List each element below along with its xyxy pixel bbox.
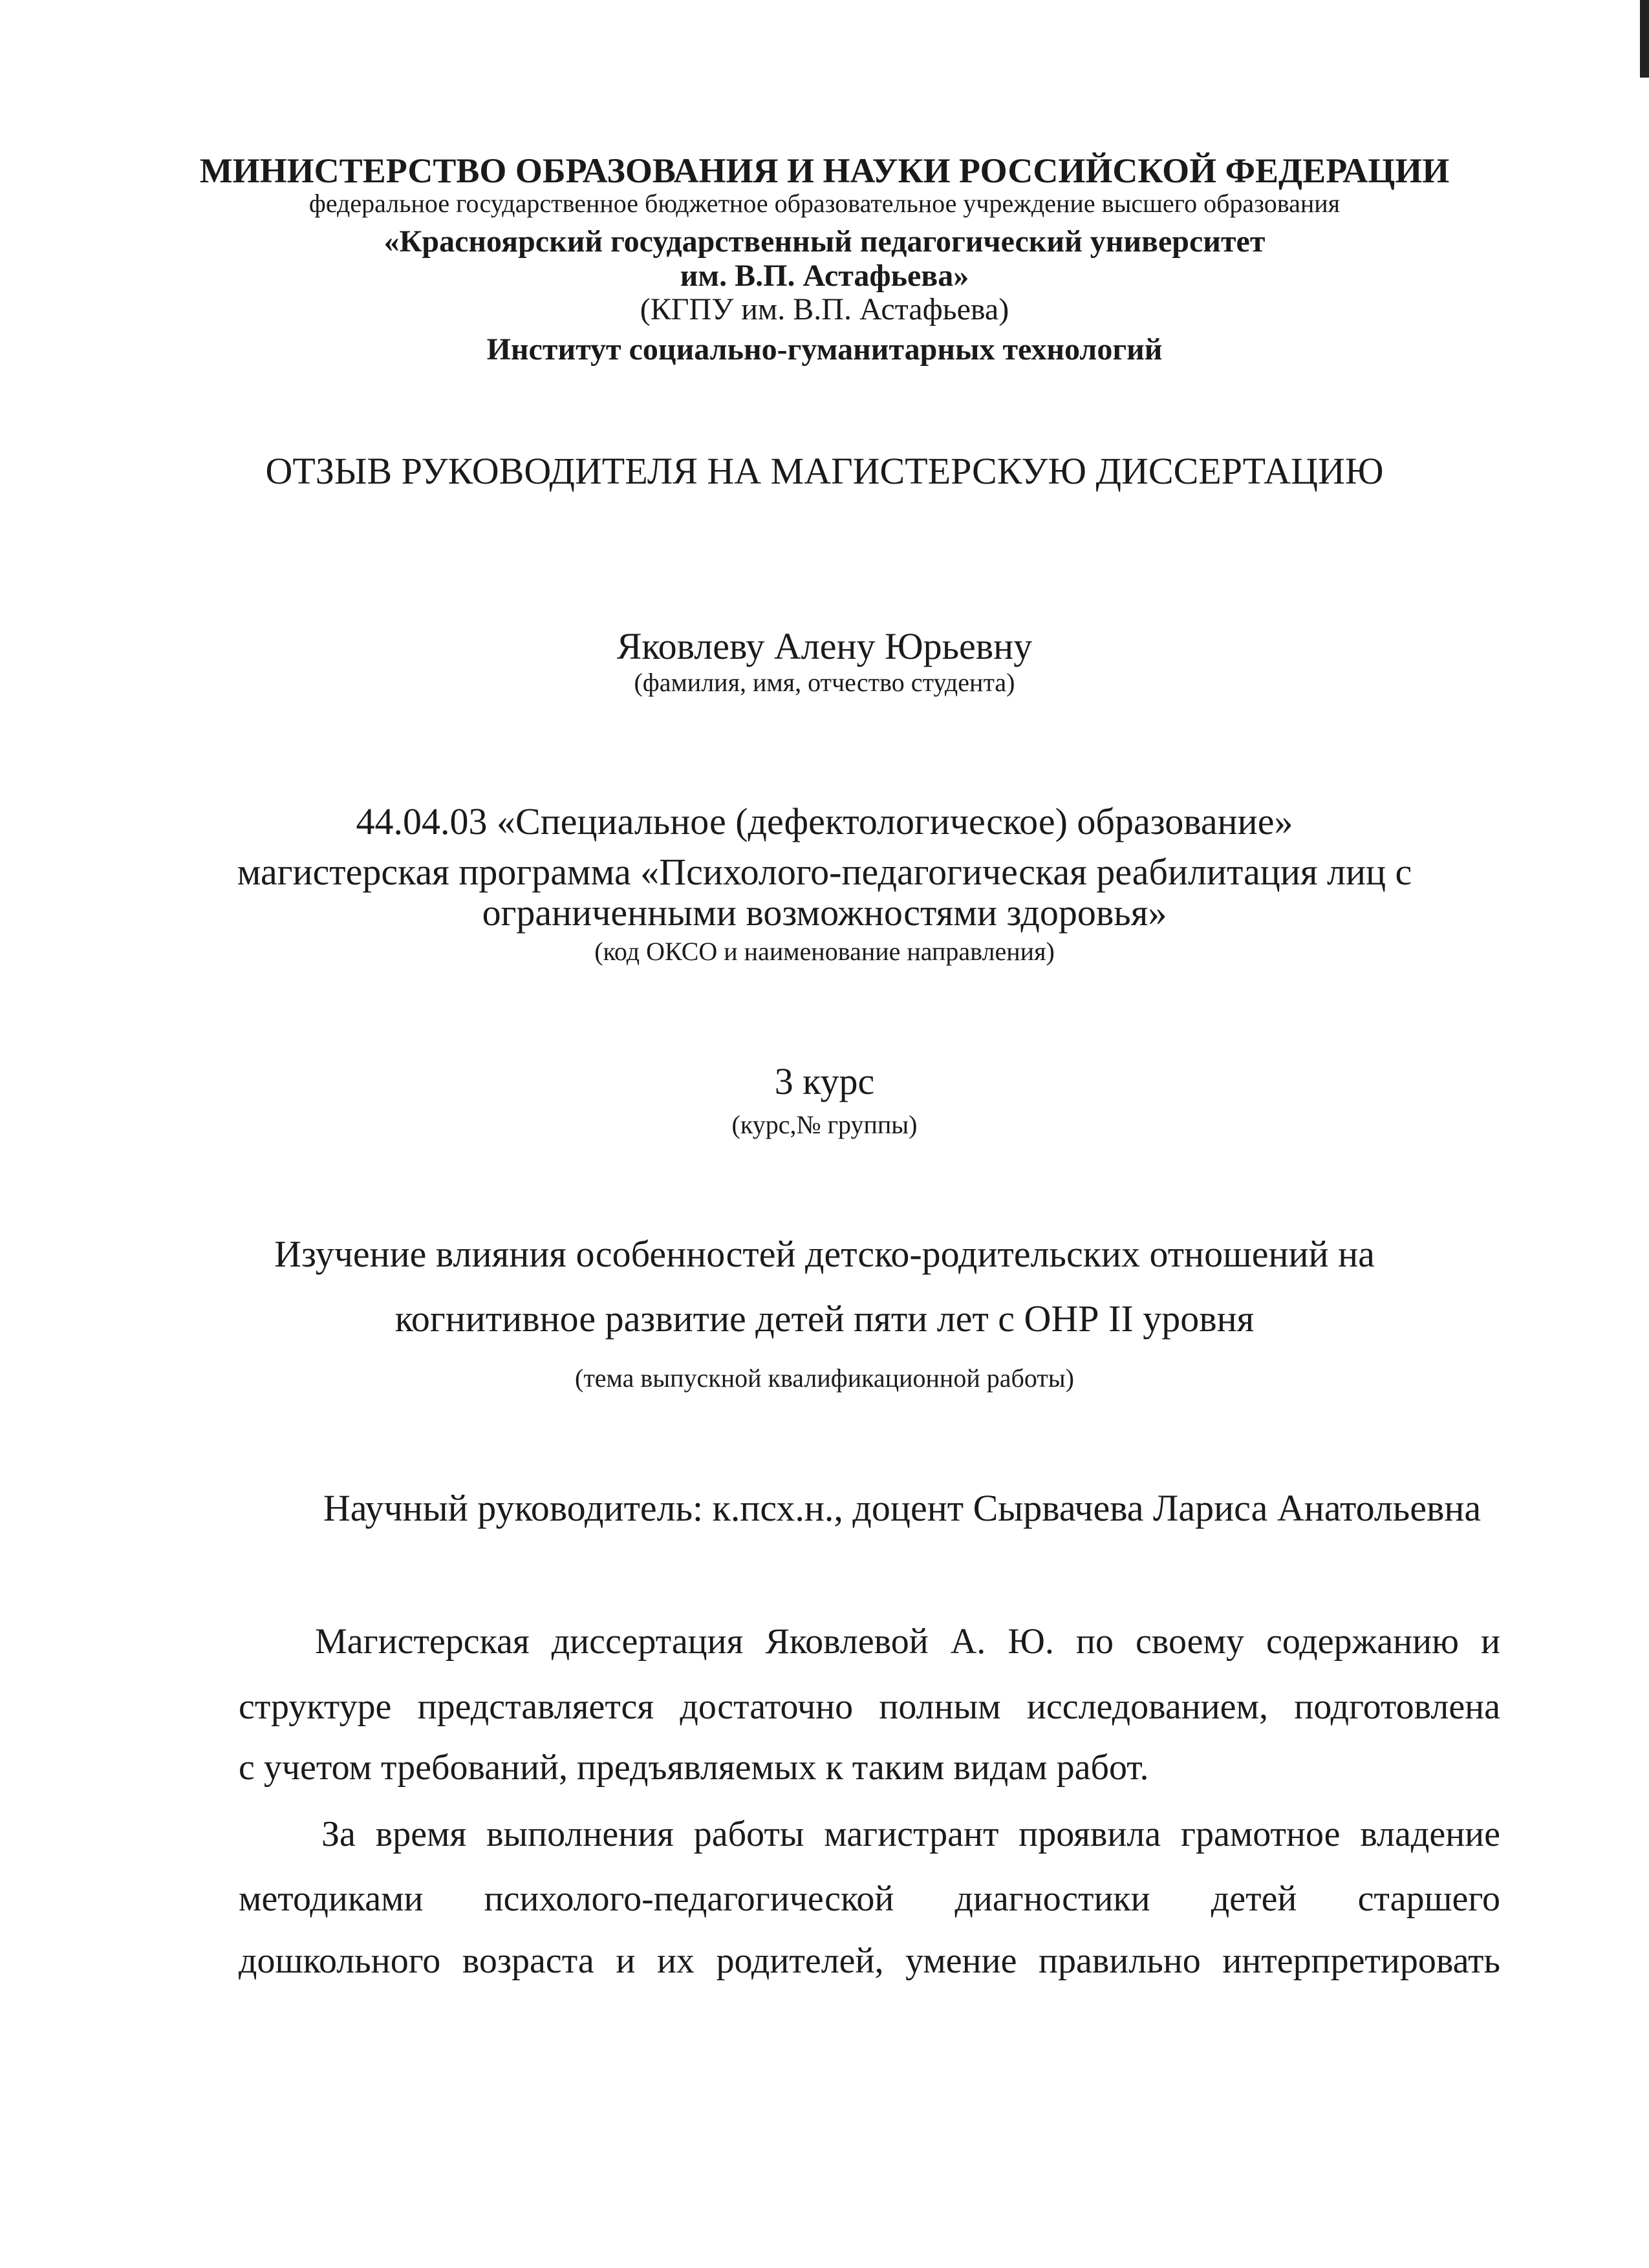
course-caption: (курс,№ группы) <box>731 1110 918 1139</box>
body-p2-line-1: За время выполнения работы магистрант проявила грамотное владение <box>321 1814 1500 1854</box>
topic-line-2: когнитивное развитие детей пяти лет с ОНР II уровня <box>394 1298 1255 1340</box>
document-title: ОТЗЫВ РУКОВОДИТЕЛЯ НА МАГИСТЕРСКУЮ ДИССЕРТАЦИЮ <box>265 450 1384 492</box>
course-value: 3 курс <box>774 1060 875 1102</box>
body-text: по своему содержанию и <box>1075 1621 1500 1662</box>
program-line-3: ограниченными возможностями здоровья» <box>482 892 1167 934</box>
student-caption: (фамилия, имя, отчество студента) <box>634 668 1015 697</box>
program-line-1: 44.04.03 «Специальное (дефектологическое) образование» <box>356 800 1293 842</box>
body-p1-line-2: структуре представляется достаточно полным исследованием, подготовлена <box>239 1687 1500 1727</box>
body-p2-line-2: методиками психолого-педагогической диагностики детей старшего <box>239 1879 1500 1919</box>
program-caption: (код ОКСО и наименование направления) <box>594 937 1055 966</box>
body-text: Магистерская диссертация Яковлевой А. Ю. <box>315 1621 1054 1662</box>
body-p1-line-1 <box>315 1623 1500 1660</box>
ministry-heading: МИНИСТЕРСТВО ОБРАЗОВАНИЯ И НАУКИ РОССИЙСКОЙ ФЕДЕРАЦИИ <box>199 151 1450 190</box>
student-name: Яковлеву Алену Юрьевну <box>616 625 1033 667</box>
university-name-2: им. В.П. Астафьева» <box>680 259 969 293</box>
institution-type: федеральное государственное бюджетное образовательное учреждение высшего образования <box>308 189 1341 218</box>
program-line-2: магистерская программа «Психолого-педагогическая реабилитация лиц с <box>237 851 1412 893</box>
body-p2-line-3: дошкольного возраста и их родителей, умение правильно интерпретировать <box>239 1941 1500 1981</box>
topic-caption: (тема выпускной квалификационной работы) <box>575 1364 1074 1393</box>
university-name-1: «Красноярский государственный педагогический университет <box>383 224 1266 259</box>
supervisor: Научный руководитель: к.псх.н., доцент Сырвачева Лариса Анатольевна <box>323 1487 1482 1529</box>
topic-line-1: Изучение влияния особенностей детско-родительских отношений на <box>274 1233 1375 1275</box>
institute-name: Институт социально-гуманитарных технологий <box>486 332 1163 367</box>
scan-edge <box>1640 0 1649 78</box>
body-p1-line-3: с учетом требований, предъявляемых к таким видам работ. <box>239 1748 1149 1788</box>
university-abbr: (КГПУ им. В.П. Астафьева) <box>640 292 1009 326</box>
